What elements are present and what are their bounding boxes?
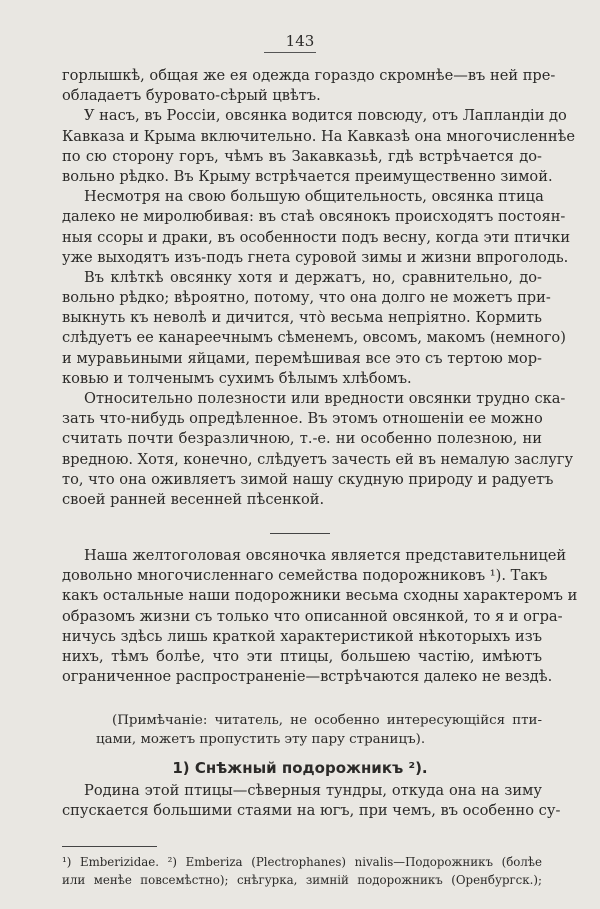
text-line: уже выходятъ изъ-подъ гнета суровой зимы и жизни впроголодь.	[62, 248, 569, 266]
footnote-rule	[62, 846, 157, 847]
text-line: горлышкѣ, общая же ея одежда гораздо скромнѣе—въ ней пре-	[62, 67, 556, 84]
text-line: своей ранней весенней пѣсенкой.	[62, 490, 325, 508]
section-heading: 1) Снѣжный подорожникъ ²).	[172, 759, 428, 777]
text-line: Наша желтоголовая овсяночка является представительницей	[84, 547, 567, 564]
text-line: Относительно полезности или вредности овсянки трудно ска-	[84, 390, 566, 407]
body-text-section-1	[62, 66, 576, 510]
text-line: слѣдуетъ ее канареечнымъ сѣменемъ, овсомъ, макомъ (немного)	[62, 329, 566, 347]
text-line: довольно многочисленнаго семейства подорожниковъ ¹). Такъ	[62, 567, 548, 585]
text-line: какъ остальные наши подорожники весьма сходны характеромъ и	[62, 587, 578, 605]
text-line: вредною. Хотя, конечно, слѣдуетъ зачесть ей въ немалую заслугу	[62, 450, 574, 468]
footnote-line: или менѣе повсемѣстно); снѣгурка, зимній подорожникъ (Оренбургск.);	[62, 873, 542, 887]
text-line: Родина этой птицы—сѣверныя тундры, откуда она на зиму	[84, 782, 542, 799]
text-line: нихъ, тѣмъ болѣе, что эти птицы, большею частію, имѣютъ	[62, 647, 542, 665]
reader-note	[62, 711, 542, 749]
text-line: ограниченное распространеніе—встрѣчаются далеко не вездѣ.	[62, 668, 553, 686]
text-line: спускается большими стаями на югъ, при чемъ, въ особенно су-	[62, 802, 561, 820]
page-number-rule	[264, 52, 316, 53]
text-line: ковью и толченымъ сухимъ бѣлымъ хлѣбомъ.	[62, 369, 412, 387]
page-number: 143	[285, 32, 315, 50]
text-line: вольно рѣдко; вѣроятно, потому, что она долго не можетъ при-	[62, 289, 551, 307]
body-text-section-3	[62, 781, 561, 821]
text-line: Въ клѣткѣ овсянку хотя и держатъ, но, сравнительно, до-	[84, 268, 542, 286]
text-line: Несмотря на свою большую общительность, овсянка птица	[84, 188, 544, 206]
text-line: по сю сторону горъ, чѣмъ въ Закавказьѣ, гдѣ встрѣчается до-	[62, 147, 542, 165]
note-line: цами, можетъ пропустить эту пару страницъ).	[96, 732, 426, 747]
note-line: (Примѣчаніе: читатель, не особенно интересующійся пти-	[112, 713, 542, 728]
text-line: ничусь здѣсь лишь краткой характеристикой нѣкоторыхъ изъ	[62, 627, 542, 645]
text-line: и муравьиными яйцами, перемѣшивая все это съ тертою мор-	[62, 349, 542, 367]
footnote-line: ¹) Emberizidae. ²) Emberiza (Plectrophanes) nivalis—Подорожникъ (болѣе	[62, 855, 542, 869]
text-line: выкнуть къ неволѣ и дичится, что̀ весьма непріятно. Кормить	[62, 309, 542, 327]
text-line: считать почти безразличною, т.-е. ни особенно полезною, ни	[62, 430, 542, 448]
body-text-section-2	[62, 546, 578, 687]
text-line: зать что-нибудь опредѣленное. Въ этомъ отношеніи ее можно	[62, 410, 543, 428]
text-line: Кавказа и Крыма включительно. На Кавказѣ она многочисленнѣе	[62, 127, 576, 145]
text-line: далеко не миролюбивая: въ стаѣ овсянокъ происходятъ постоян-	[62, 208, 566, 226]
text-line: У насъ, въ Россіи, овсянка водится повсюду, отъ Лапландіи до	[84, 107, 567, 125]
footnotes	[62, 853, 542, 889]
text-line: обладаетъ буровато-сѣрый цвѣтъ.	[62, 87, 321, 105]
section-separator	[270, 533, 330, 534]
text-line: вольно рѣдко. Въ Крыму встрѣчается преимущественно зимой.	[62, 167, 553, 185]
text-line: то, что она оживляетъ зимой нашу скудную природу и радуетъ	[62, 470, 554, 488]
text-line: ныя ссоры и драки, въ особенности подъ весну, когда эти птички	[62, 228, 571, 246]
text-line: образомъ жизни съ только что описанной овсянкой, то я и огра-	[62, 607, 563, 625]
